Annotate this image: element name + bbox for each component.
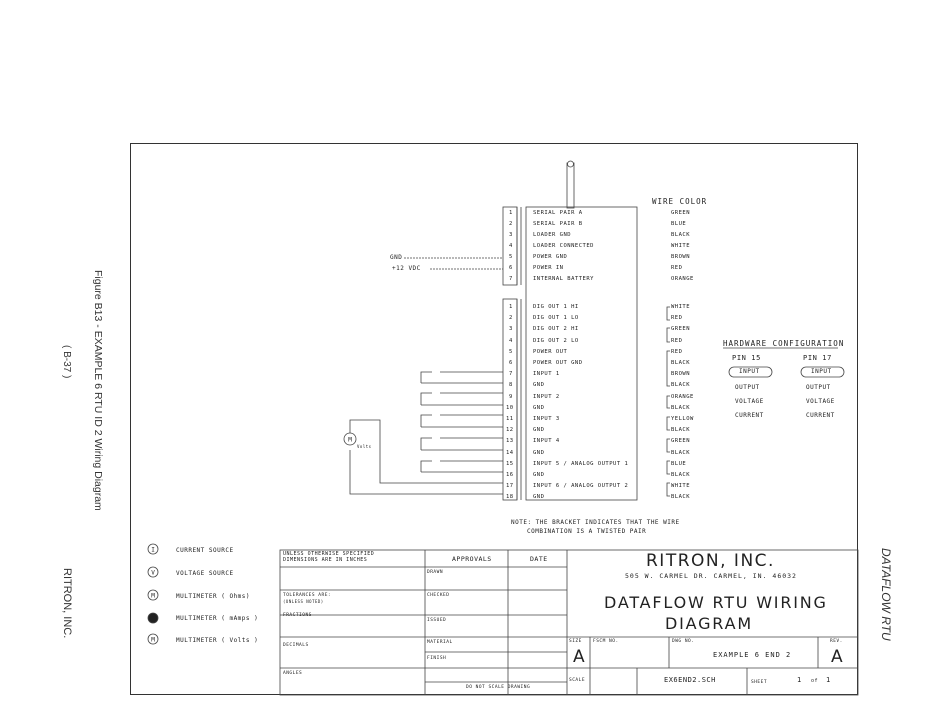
approvals-header: APPROVALS xyxy=(452,555,492,563)
fscm-label: FSCM NO. xyxy=(593,639,619,644)
svg-text:M: M xyxy=(151,636,155,644)
rev-value: A xyxy=(831,647,843,667)
pin-number: 3 xyxy=(509,326,513,333)
pin-label: LOADER GND xyxy=(533,232,572,238)
pin-number: 1 xyxy=(509,304,513,310)
gnd-label: GND xyxy=(390,254,403,261)
pin-label: POWER GND xyxy=(533,254,568,260)
legend-voltage-source: VOLTAGE SOURCE xyxy=(176,570,234,577)
wire-color: RED xyxy=(671,265,683,271)
finish-label: FINISH xyxy=(427,656,447,661)
pin-number: 2 xyxy=(509,315,513,322)
wire-color: BLACK xyxy=(671,404,691,411)
issued-label: ISSUED xyxy=(427,618,447,623)
pin-label: DIG OUT 2 HI xyxy=(533,326,579,333)
pin-label: SERIAL PAIR A xyxy=(533,210,583,216)
decimals-label: DECIMALS xyxy=(283,643,309,648)
unless-specified: UNLESS OTHERWISE SPECIFIED xyxy=(283,551,375,557)
material-label: MATERIAL xyxy=(427,640,453,645)
pin15-voltage: VOLTAGE xyxy=(735,398,764,405)
wire-color: GREEN xyxy=(671,438,691,445)
product-side-label: DATAFLOW RTU xyxy=(879,548,893,641)
pin-number: 13 xyxy=(506,438,514,445)
wire-color: WHITE xyxy=(671,243,691,249)
wire-color: ORANGE xyxy=(671,276,694,282)
pin-label: GND xyxy=(533,449,545,456)
wire-color: WHITE xyxy=(671,304,691,310)
pin-number: 12 xyxy=(506,427,514,434)
pin-number: 2 xyxy=(509,221,513,227)
pin17-voltage: VOLTAGE xyxy=(806,398,835,405)
wire-color: RED xyxy=(671,348,683,355)
sheet-of: of xyxy=(811,678,819,684)
pin-label: INPUT 6 / ANALOG OUTPUT 2 xyxy=(533,483,629,490)
hardware-config-title: HARDWARE CONFIGURATION xyxy=(723,339,845,348)
scale-label: SCALE xyxy=(569,678,586,683)
vdc-label: +12 VDC xyxy=(392,265,421,272)
wire-color: BROWN xyxy=(671,254,691,260)
meter-sub-label: Volts xyxy=(357,444,372,449)
legend-multimeter-volts: MULTIMETER ( Volts ) xyxy=(176,637,259,644)
pin-label: GND xyxy=(533,472,545,478)
wire-color: RED xyxy=(671,337,683,344)
wire-color-header: WIRE COLOR xyxy=(652,197,708,206)
tolerances-label: TOLERANCES ARE: xyxy=(283,593,332,598)
sheet-label: SHEET xyxy=(751,680,768,685)
pin-number: 9 xyxy=(509,393,513,400)
pin-label: DIG OUT 1 LO xyxy=(533,315,579,322)
wire-color: BLACK xyxy=(671,472,691,478)
tolerances-sub: (UNLESS NOTED) xyxy=(283,599,324,604)
sheet-total: 1 xyxy=(826,676,831,684)
pin-number: 16 xyxy=(506,472,514,478)
pin-label: GND xyxy=(533,494,545,501)
pin-number: 7 xyxy=(509,276,513,282)
wire-color: GREEN xyxy=(671,326,691,333)
dwg-number: EXAMPLE 6 END 2 xyxy=(713,651,792,659)
do-not-scale: DO NOT SCALE DRAWING xyxy=(466,685,531,690)
pin-number: 7 xyxy=(509,371,513,378)
wire-color: BLACK xyxy=(671,494,691,501)
wire-color: BLACK xyxy=(671,360,691,366)
pin17-input: INPUT xyxy=(811,368,832,375)
size-value: A xyxy=(573,647,585,667)
legend-multimeter-ohms: MULTIMETER ( Ohms) xyxy=(176,593,251,600)
pin15-output: OUTPUT xyxy=(735,384,760,391)
pin-number: 6 xyxy=(509,265,513,271)
pin-number: 6 xyxy=(509,360,513,366)
pin-number: 14 xyxy=(506,449,514,456)
pin-label: INPUT 1 xyxy=(533,371,560,378)
page-reference: ( B-37 ) xyxy=(61,345,72,379)
rev-label: REV. xyxy=(830,639,843,644)
drawing-title-line-1: DATAFLOW RTU WIRING xyxy=(604,593,828,612)
title-block-company: RITRON, INC. xyxy=(646,551,775,571)
svg-text:V: V xyxy=(151,569,155,577)
pin-label: INTERNAL BATTERY xyxy=(533,276,594,282)
pin-label: DIG OUT 1 HI xyxy=(533,304,579,310)
pin-label: LOADER CONNECTED xyxy=(533,243,594,249)
pin-number: 11 xyxy=(506,416,514,422)
legend-multimeter-mamps: MULTIMETER ( mAmps ) xyxy=(176,615,259,622)
checked-label: CHECKED xyxy=(427,593,450,598)
pin-label: INPUT 5 / ANALOG OUTPUT 1 xyxy=(533,460,629,467)
pin-number: 5 xyxy=(509,254,513,260)
pin-label: GND xyxy=(533,404,545,411)
pin-label: POWER IN xyxy=(533,265,564,271)
wire-color: BLACK xyxy=(671,382,691,389)
svg-text:M: M xyxy=(348,436,352,444)
wire-color: YELLOW xyxy=(671,416,694,422)
size-label: SIZE xyxy=(569,639,582,644)
angles-label: ANGLES xyxy=(283,671,303,676)
wire-color: GREEN xyxy=(671,210,691,216)
sheet-number: 1 xyxy=(797,676,802,684)
note-line-1: NOTE: THE BRACKET INDICATES THAT THE WIRE xyxy=(511,519,680,526)
pin-label: DIG OUT 2 LO xyxy=(533,337,579,344)
dimensions-note: DIMENSIONS ARE IN INCHES xyxy=(283,557,368,563)
pin-label: GND xyxy=(533,382,545,389)
wire-color: ORANGE xyxy=(671,393,694,400)
pin-number: 5 xyxy=(509,348,513,355)
pin-label: INPUT 3 xyxy=(533,416,560,422)
pin-label: INPUT 4 xyxy=(533,438,560,445)
pin-label: INPUT 2 xyxy=(533,393,560,400)
legend-current-source: CURRENT SOURCE xyxy=(176,547,234,554)
wire-color: RED xyxy=(671,315,683,322)
dwg-no-label: DWG NO. xyxy=(672,639,695,644)
wire-color: WHITE xyxy=(671,483,691,490)
pin17-output: OUTPUT xyxy=(806,384,831,391)
pin15-label: PIN 15 xyxy=(732,354,761,362)
wire-color: BLACK xyxy=(671,427,691,434)
date-header: DATE xyxy=(530,555,548,563)
drawn-label: DRAWN xyxy=(427,570,444,575)
file-name: EX6END2.SCH xyxy=(664,676,716,684)
wire-color: BLUE xyxy=(671,460,687,467)
pin17-label: PIN 17 xyxy=(803,354,832,362)
pin-number: 18 xyxy=(506,494,514,501)
company-address: 505 W. CARMEL DR. CARMEL, IN. 46032 xyxy=(625,572,797,580)
wire-color: BLUE xyxy=(671,221,687,227)
antenna-icon xyxy=(567,163,574,208)
pin-number: 15 xyxy=(506,460,514,467)
fractions-label: FRACTIONS xyxy=(283,613,312,618)
pin-label: GND xyxy=(533,427,545,434)
pin-number: 10 xyxy=(506,404,514,411)
wire-color: BLACK xyxy=(671,449,691,456)
pin-number: 1 xyxy=(509,210,513,216)
pin15-current: CURRENT xyxy=(735,412,764,419)
company-side-label: RITRON, INC. xyxy=(61,568,73,639)
pin-number: 8 xyxy=(509,382,513,389)
pin-label: SERIAL PAIR B xyxy=(533,221,583,227)
pin-number: 4 xyxy=(509,337,513,344)
drawing-title-line-2: DIAGRAM xyxy=(665,614,753,633)
ammeter-icon xyxy=(148,613,158,623)
wire-color: BLACK xyxy=(671,232,691,238)
pin-number: 4 xyxy=(509,243,513,249)
wire-color: BROWN xyxy=(671,371,691,378)
pin-label: POWER OUT xyxy=(533,348,568,355)
pin-label: POWER OUT GND xyxy=(533,360,583,366)
figure-title: Figure B13 - EXAMPLE 6 RTU ID 2 Wiring Diagram xyxy=(92,270,104,511)
pin-number: 17 xyxy=(506,483,514,490)
pin17-current: CURRENT xyxy=(806,412,835,419)
note-line-2: COMBINATION IS A TWISTED PAIR xyxy=(527,528,647,535)
pin15-input: INPUT xyxy=(739,368,760,375)
svg-text:I: I xyxy=(151,546,155,554)
svg-text:M: M xyxy=(151,592,155,600)
pin-number: 3 xyxy=(509,232,513,238)
